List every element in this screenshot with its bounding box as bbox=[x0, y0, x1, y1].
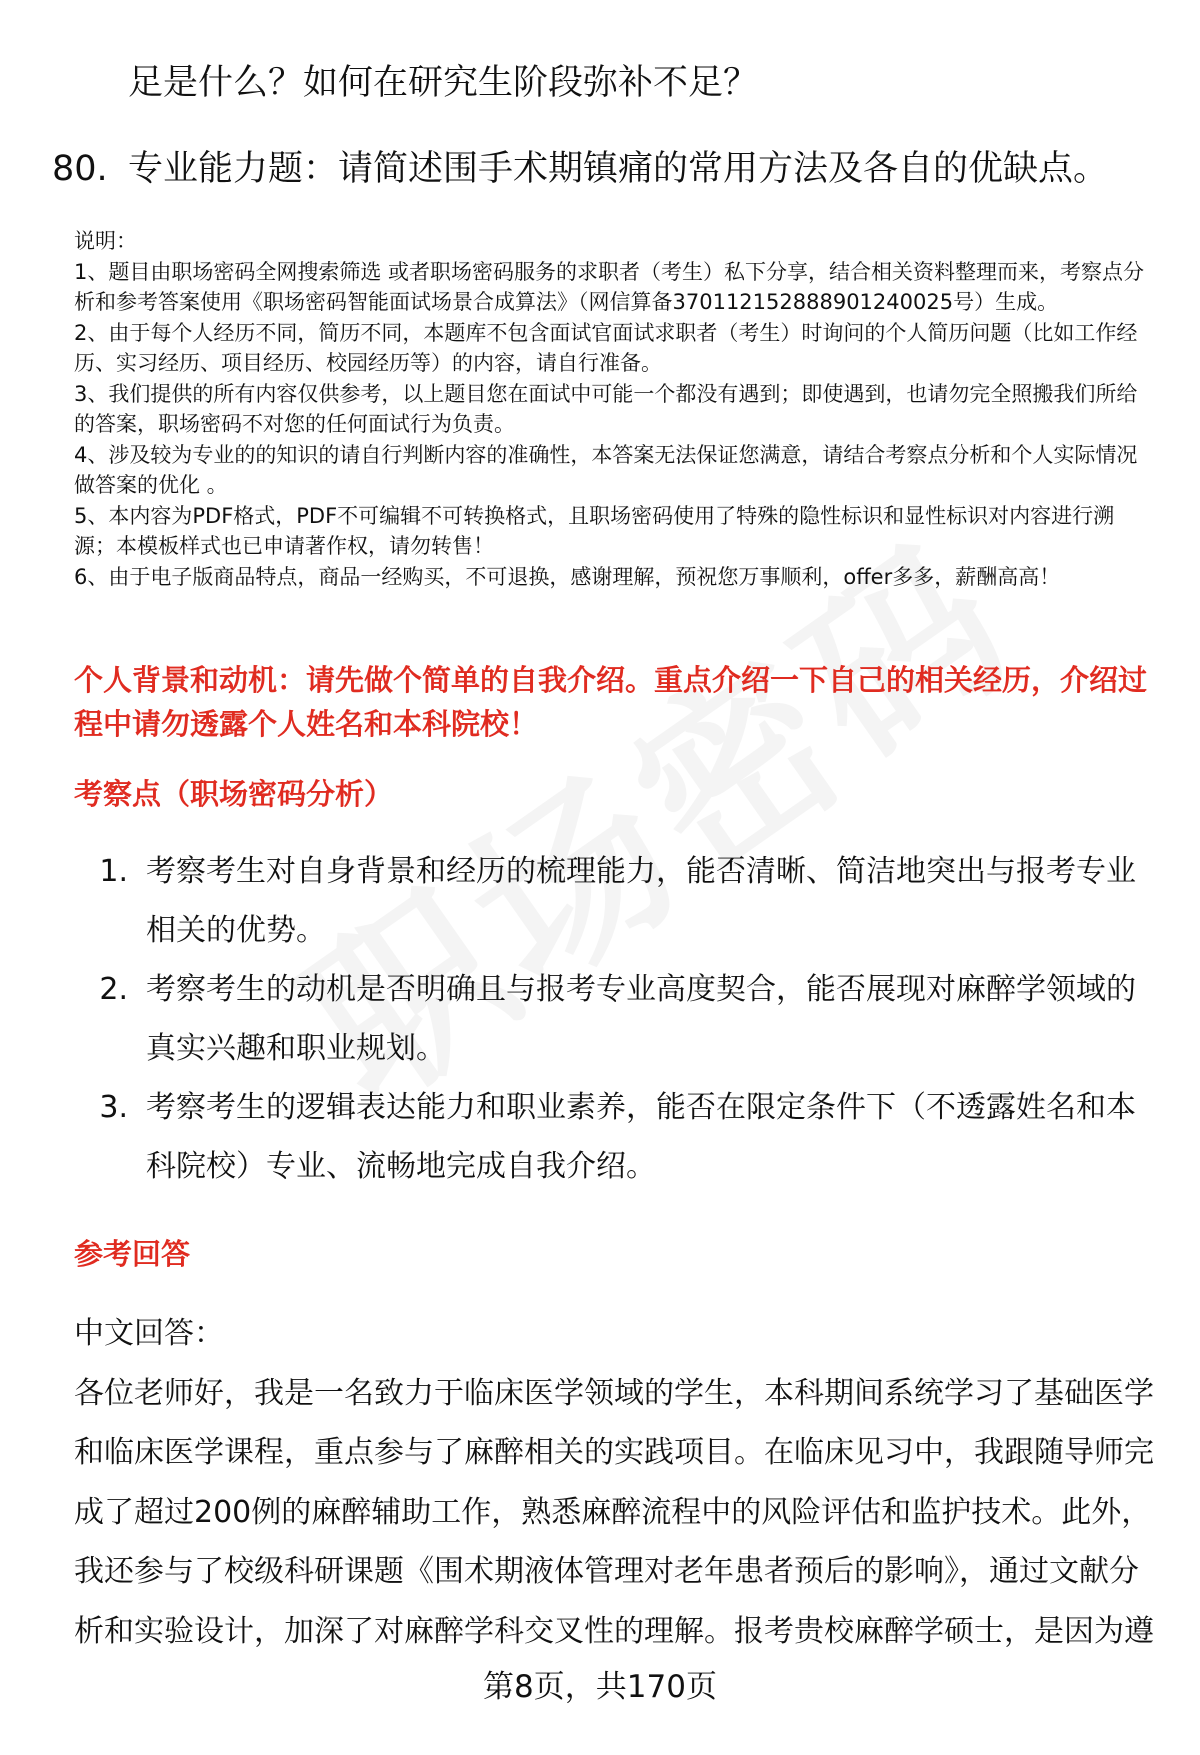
question-number: 80. bbox=[52, 149, 108, 189]
page-footer: 第8页，共170页 bbox=[483, 1669, 717, 1705]
notes-section bbox=[74, 226, 1154, 592]
answer-label: 中文回答： bbox=[74, 1316, 224, 1351]
analysis-points bbox=[74, 842, 1154, 1196]
note-item: 3、我们提供的所有内容仅供参考，以上题目您在面试中可能一个都没有遇到；即使遇到，也请勿完全照搬我们所给的答案，职场密码不对您的任何面试行为负责。 bbox=[74, 381, 1138, 436]
point-text: 考察考生对自身背景和经历的梳理能力，能否清晰、简洁地突出与报考专业相关的优势。 bbox=[146, 854, 1136, 948]
point-number: 1. bbox=[99, 854, 128, 889]
analysis-point bbox=[74, 842, 1154, 960]
note-item: 6、由于电子版商品特点，商品一经购买，不可退换，感谢理解，预祝您万事顺利，offer多多，薪酬高高！ bbox=[74, 564, 1061, 589]
note-item: 5、本内容为PDF格式，PDF不可编辑不可转换格式，且职场密码使用了特殊的隐性标识和显性标识对内容进行溯源；本模板样式也已申请著作权，请勿转售！ bbox=[74, 503, 1115, 558]
answer-body: 各位老师好，我是一名致力于临床医学领域的学生，本科期间系统学习了基础医学和临床医学课程，重点参与了麻醉相关的实践项目。在临床见习中，我跟随导师完成了超过200例的麻醉辅助工作，熟悉麻醉流程中的风险评估和监护技术。此外，我还参与了校级科研课题《围术期液体管理对老年患者预后的影响》，通过文献分析和实验设计，加深了对麻醉学科交叉性的理解。报考贵校麻醉学硕士，是因为遵 bbox=[74, 1375, 1154, 1649]
question-text: 专业能力题：请简述围手术期镇痛的常用方法及各自的优缺点。 bbox=[128, 149, 1109, 189]
point-number: 3. bbox=[99, 1090, 128, 1125]
analysis-point bbox=[74, 1078, 1154, 1196]
note-item: 2、由于每个人经历不同，简历不同，本题库不包含面试官面试求职者（考生）时询问的个人简历问题（比如工作经历、实习经历、项目经历、校园经历等）的内容，请自行准备。 bbox=[74, 320, 1138, 375]
notes-title: 说明： bbox=[74, 229, 137, 253]
point-text: 考察考生的逻辑表达能力和职业素养，能否在限定条件下（不透露姓名和本科院校）专业、流畅地完成自我介绍。 bbox=[146, 1090, 1136, 1184]
note-item: 4、涉及较为专业的的知识的请自行判断内容的准确性，本答案无法保证您满意，请结合考察点分析和个人实际情况做答案的优化 。 bbox=[74, 442, 1138, 497]
note-item: 1、题目由职场密码全网搜索筛选 或者职场密码服务的求职者（考生）私下分享，结合相关资料整理而来，考察点分析和参考答案使用《职场密码智能面试场景合成算法》（网信算备370112152888901240025号）生成。 bbox=[74, 259, 1145, 314]
point-number: 2. bbox=[99, 972, 128, 1007]
question-80 bbox=[52, 144, 1108, 194]
reference-heading: 参考回答 bbox=[74, 1237, 191, 1271]
analysis-heading: 考察点（职场密码分析） bbox=[74, 777, 394, 811]
reference-answer bbox=[74, 1304, 1154, 1661]
analysis-point bbox=[74, 960, 1154, 1078]
point-text: 考察考生的动机是否明确且与报考专业高度契合，能否展现对麻醉学领域的真实兴趣和职业规划。 bbox=[146, 972, 1136, 1066]
previous-question-continuation: 足是什么？如何在研究生阶段弥补不足？ bbox=[128, 63, 759, 103]
background-question: 个人背景和动机：请先做个简单的自我介绍。重点介绍一下自己的相关经历，介绍过程中请勿透露个人姓名和本科院校！ bbox=[74, 663, 1148, 741]
